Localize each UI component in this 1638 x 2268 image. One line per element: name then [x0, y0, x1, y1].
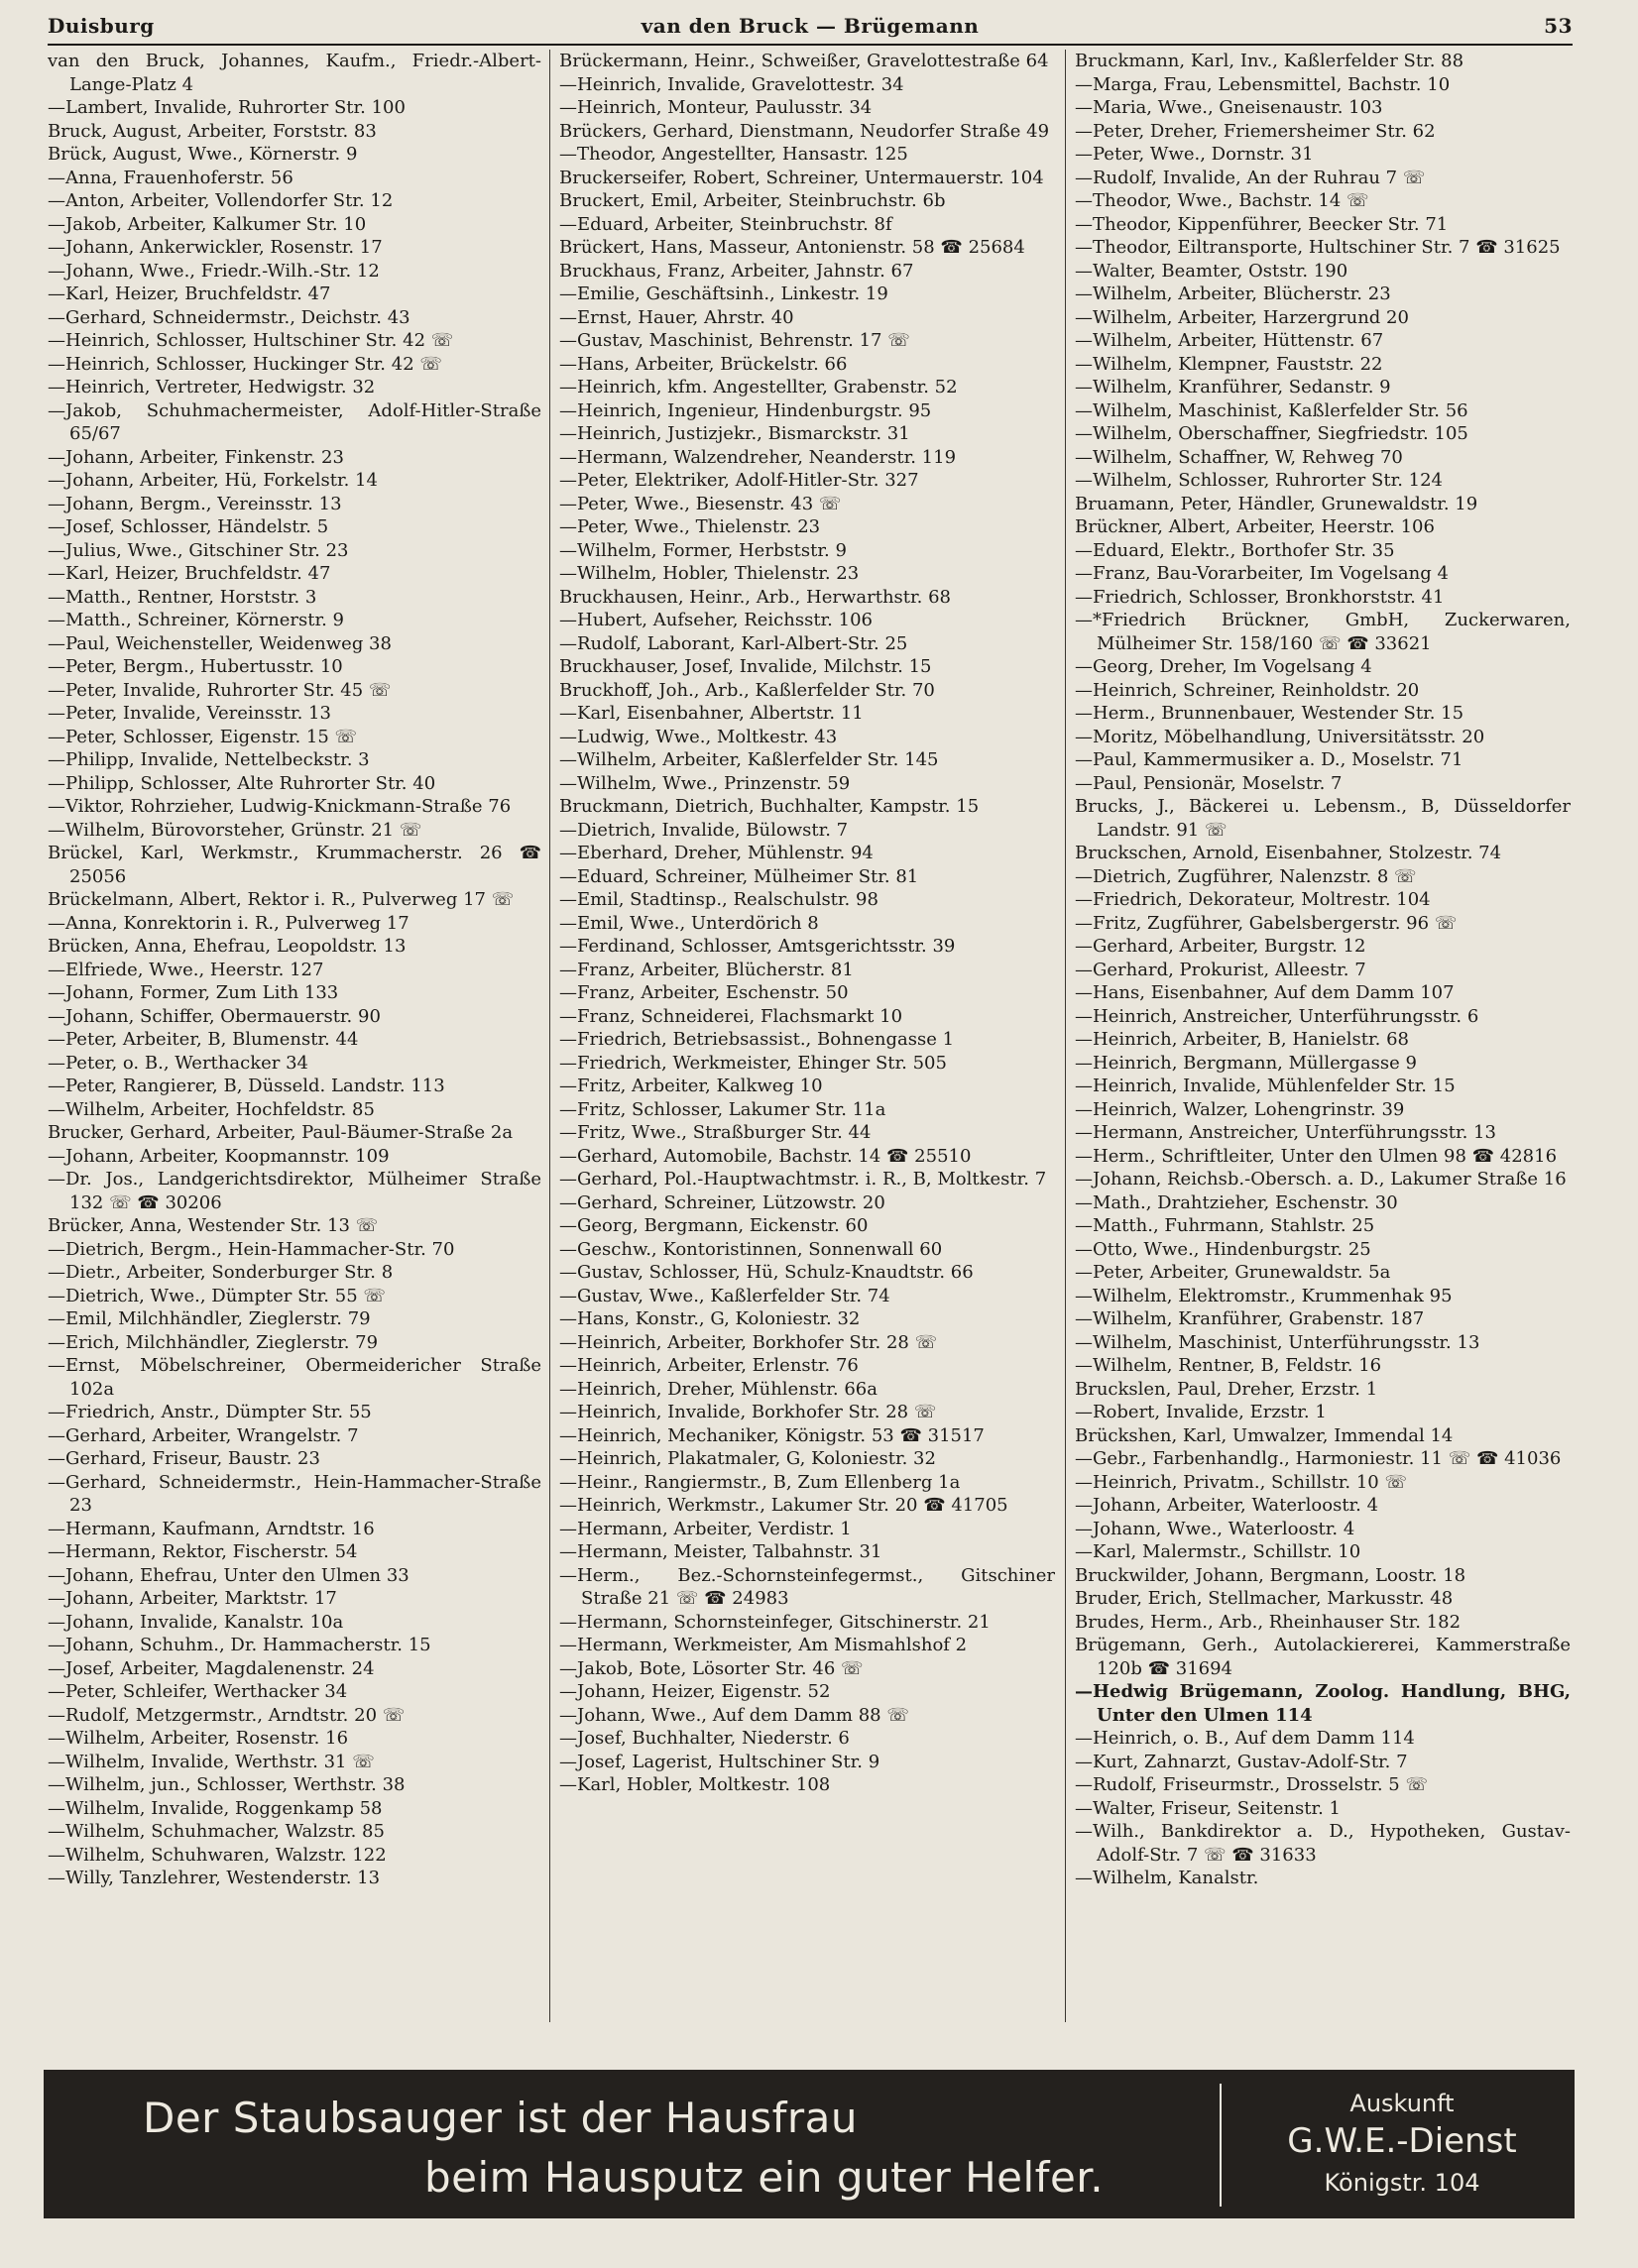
directory-entry: —Theodor, Wwe., Bachstr. 14 ☏	[1075, 190, 1369, 211]
directory-entry: —Johann, Arbeiter, Marktstr. 17	[48, 1588, 337, 1609]
directory-entry: —Jakob, Bote, Lösorter Str. 46 ☏	[559, 1657, 864, 1679]
directory-entry: Brückermann, Heinr., Schweißer, Gravelottestraße 64	[559, 51, 1049, 71]
directory-entry: —Emil, Wwe., Unterdörich 8	[559, 912, 819, 934]
directory-entry: —Wilhelm, Former, Herbststr. 9	[559, 539, 847, 561]
directory-entry: —Peter, Rangierer, B, Düsseld. Landstr. 113	[48, 1076, 445, 1096]
directory-entry: —Franz, Schneiderei, Flachsmarkt 10	[559, 1005, 903, 1027]
directory-entry: Bruckhoff, Joh., Arb., Kaßlerfelder Str. 70	[559, 679, 935, 701]
directory-entry: —Hermann, Kaufmann, Arndtstr. 16	[48, 1518, 375, 1539]
directory-entry: —Friedrich, Anstr., Dümpter Str. 55	[48, 1402, 372, 1422]
directory-entry: —Maria, Wwe., Gneisenaustr. 103	[1075, 97, 1383, 118]
directory-entry: —Kurt, Zahnarzt, Gustav-Adolf-Str. 7	[1075, 1751, 1408, 1772]
directory-entry: —Johann, Invalide, Kanalstr. 10a	[48, 1611, 344, 1633]
directory-entry: —Fritz, Schlosser, Lakumer Str. 11a	[559, 1098, 886, 1120]
ad-slogan-line-1: Der Staubsauger ist der Hausfrau	[143, 2094, 859, 2142]
directory-entry: —Gerhard, Schreiner, Lützowstr. 20	[559, 1191, 885, 1213]
directory-entry: —Johann, Schuhm., Dr. Hammacherstr. 15	[48, 1635, 431, 1655]
directory-entry: —Wilhelm, Schaffner, W, Rehweg 70	[1075, 446, 1403, 468]
directory-entry: —Heinr., Rangiermstr., B, Zum Ellenberg 1a	[559, 1471, 961, 1493]
directory-entry: —Heinrich, o. B., Auf dem Damm 114	[1075, 1728, 1415, 1749]
directory-entry: —Heinrich, Arbeiter, B, Hanielstr. 68	[1075, 1029, 1409, 1050]
directory-entry: —Karl, Hobler, Moltkestr. 108	[559, 1774, 831, 1795]
directory-entry: —Karl, Eisenbahner, Albertstr. 11	[559, 703, 864, 724]
ad-slogan-line-2: beim Hausputz ein guter Helfer.	[424, 2153, 1105, 2202]
directory-entry: —Anna, Konrektorin i. R., Pulverweg 17	[48, 912, 410, 934]
directory-entry: —Hermann, Meister, Talbahnstr. 31	[559, 1541, 882, 1562]
directory-entry: Brudes, Herm., Arb., Rheinhauser Str. 182	[1075, 1611, 1462, 1633]
directory-entry: —Heinrich, Vertreter, Hedwigstr. 32	[48, 377, 376, 397]
directory-entry: Bruckhaus, Franz, Arbeiter, Jahnstr. 67	[559, 260, 914, 282]
directory-entry: —Marga, Frau, Lebensmittel, Bachstr. 10	[1075, 73, 1451, 95]
header-name-range: van den Bruck — Brügemann	[641, 14, 980, 38]
directory-entry: —Wilh., Bankdirektor a. D., Hypotheken, Gustav-Adolf-Str. 7 ☏ ☎ 31633	[1075, 1821, 1571, 1866]
page-number: 53	[1544, 14, 1573, 38]
directory-entry: —Peter, Arbeiter, B, Blumenstr. 44	[48, 1029, 359, 1050]
directory-entry: —Heinrich, Invalide, Mühlenfelder Str. 15	[1075, 1076, 1456, 1096]
directory-columns	[48, 50, 1573, 2032]
directory-entry: —Peter, o. B., Werthacker 34	[48, 1052, 308, 1074]
directory-entry: —Wilhelm, Arbeiter, Rosenstr. 16	[48, 1728, 349, 1749]
directory-entry: —Hermann, Rektor, Fischerstr. 54	[48, 1541, 358, 1562]
directory-entry: —Wilhelm, Arbeiter, Harzergrund 20	[1075, 306, 1409, 328]
directory-entry: —Wilhelm, Arbeiter, Blücherstr. 23	[1075, 284, 1391, 304]
directory-entry: —Walter, Beamter, Oststr. 190	[1075, 260, 1348, 282]
directory-entry: —Josef, Lagerist, Hultschiner Str. 9	[559, 1751, 880, 1772]
directory-entry: —Eduard, Elektr., Borthofer Str. 35	[1075, 539, 1395, 561]
directory-entry: —Johann, Arbeiter, Koopmannstr. 109	[48, 1145, 390, 1167]
directory-entry: —Walter, Friseur, Seitenstr. 1	[1075, 1797, 1341, 1819]
directory-entry: —Math., Drahtzieher, Eschenstr. 30	[1075, 1191, 1398, 1213]
directory-entry: —Rudolf, Metzgermstr., Arndtstr. 20 ☏	[48, 1704, 406, 1726]
directory-entry: —Johann, Ankerwickler, Rosenstr. 17	[48, 237, 383, 258]
directory-entry: —Friedrich, Dekorateur, Moltrestr. 104	[1075, 889, 1431, 910]
directory-entry: —Heinrich, Invalide, Gravelottestr. 34	[559, 73, 904, 95]
directory-entry: —Wilhelm, Arbeiter, Kaßlerfelder Str. 145	[559, 749, 939, 770]
directory-entry: —Heinrich, Dreher, Mühlenstr. 66a	[559, 1378, 878, 1400]
directory-entry: —Herm., Bez.-Schornsteinfegermst., Gitschiner Straße 21 ☏ ☎ 24983	[559, 1564, 1055, 1609]
directory-entry: Brückel, Karl, Werkmstr., Krummacherstr. 26 ☎ 25056	[48, 843, 541, 887]
directory-entry: —Eberhard, Dreher, Mühlenstr. 94	[559, 843, 874, 863]
directory-entry: —Gerhard, Friseur, Baustr. 23	[48, 1448, 320, 1469]
directory-entry: —Hubert, Aufseher, Reichsstr. 106	[559, 610, 873, 630]
directory-entry: —Theodor, Eiltransporte, Hultschiner Str. 7 ☎ 31625	[1075, 237, 1561, 258]
directory-entry: Bruckert, Emil, Arbeiter, Steinbruchstr. 6b	[559, 190, 946, 211]
directory-entry: —Jakob, Arbeiter, Kalkumer Str. 10	[48, 213, 367, 235]
directory-entry: —Gustav, Maschinist, Behrenstr. 17 ☏	[559, 330, 910, 351]
directory-entry: —Rudolf, Laborant, Karl-Albert-Str. 25	[559, 632, 908, 654]
directory-entry: —Dr. Jos., Landgerichtsdirektor, Mülheimer Straße 132 ☏ ☎ 30206	[48, 1169, 541, 1213]
directory-entry: —Wilhelm, Kanalstr.	[1075, 1868, 1259, 1888]
directory-entry: —Dietrich, Invalide, Bülowstr. 7	[559, 819, 849, 841]
directory-entry: —Heinrich, Plakatmaler, G, Koloniestr. 32	[559, 1448, 936, 1469]
directory-entry: —*Friedrich Brückner, GmbH, Zuckerwaren, Mülheimer Str. 158/160 ☏ ☎ 33621	[1075, 610, 1571, 654]
directory-entry: —Julius, Wwe., Gitschiner Str. 23	[48, 539, 349, 561]
directory-entry: —Heinrich, Werkmstr., Lakumer Str. 20 ☎ 41705	[559, 1495, 1008, 1516]
directory-entry: —Ernst, Hauer, Ahrstr. 40	[559, 306, 794, 328]
directory-entry: —Johann, Ehefrau, Unter den Ulmen 33	[48, 1564, 410, 1586]
directory-entry: —Friedrich, Schlosser, Bronkhorststr. 41	[1075, 586, 1445, 608]
directory-entry: —Peter, Invalide, Vereinsstr. 13	[48, 703, 331, 724]
directory-entry: —Herm., Brunnenbauer, Westender Str. 15	[1075, 703, 1464, 724]
directory-entry: —Rudolf, Invalide, An der Ruhrau 7 ☏	[1075, 167, 1426, 188]
directory-entry: —Robert, Invalide, Erzstr. 1	[1075, 1402, 1327, 1422]
directory-entry: Bruckmann, Karl, Inv., Kaßlerfelder Str. 88	[1075, 51, 1464, 71]
directory-entry: —Theodor, Kippenführer, Beecker Str. 71	[1075, 213, 1449, 235]
directory-entry: —Peter, Dreher, Friemersheimer Str. 62	[1075, 120, 1436, 142]
directory-entry: —Matth., Rentner, Horststr. 3	[48, 586, 317, 608]
directory-entry: —Heinrich, Schreiner, Reinholdstr. 20	[1075, 679, 1420, 701]
header-rule	[48, 44, 1573, 46]
directory-entry: —Elfriede, Wwe., Heerstr. 127	[48, 959, 324, 980]
directory-entry: Brückner, Albert, Arbeiter, Heerstr. 106	[1075, 516, 1435, 537]
directory-entry: Brückers, Gerhard, Dienstmann, Neudorfer Straße 49	[559, 120, 1050, 142]
directory-entry: —Wilhelm, Oberschaffner, Siegfriedstr. 105	[1075, 423, 1468, 444]
directory-entry: —Johann, Arbeiter, Finkenstr. 23	[48, 446, 344, 468]
directory-entry: —Wilhelm, Wwe., Prinzenstr. 59	[559, 772, 851, 794]
directory-entry: —Fritz, Arbeiter, Kalkweg 10	[559, 1076, 823, 1096]
directory-entry: Brücker, Anna, Westender Str. 13 ☏	[48, 1215, 379, 1236]
directory-entry: Brückert, Hans, Masseur, Antonienstr. 58 ☎ 25684	[559, 237, 1025, 258]
directory-entry: Bruck, August, Arbeiter, Forststr. 83	[48, 120, 377, 142]
directory-entry: —Gerhard, Automobile, Bachstr. 14 ☎ 25510	[559, 1145, 972, 1167]
directory-entry: —Matth., Schreiner, Körnerstr. 9	[48, 610, 344, 630]
directory-entry: —Wilhelm, Hobler, Thielenstr. 23	[559, 563, 860, 584]
directory-entry: —Peter, Invalide, Ruhrorter Str. 45 ☏	[48, 679, 392, 701]
directory-entry: Bruckslen, Paul, Dreher, Erzstr. 1	[1075, 1378, 1378, 1400]
directory-entry: —Ferdinand, Schlosser, Amtsgerichtsstr. 39	[559, 936, 956, 957]
directory-entry: —Peter, Wwe., Thielenstr. 23	[559, 516, 821, 537]
directory-entry: —Heinrich, Walzer, Lohengrinstr. 39	[1075, 1098, 1405, 1120]
directory-entry: —Heinrich, Bergmann, Müllergasse 9	[1075, 1052, 1417, 1074]
directory-entry: van den Bruck, Johannes, Kaufm., Friedr.-Albert-Lange-Platz 4	[48, 51, 541, 95]
directory-entry: —Hedwig Brügemann, Zoolog. Handlung, BHG, Unter den Ulmen 114	[1075, 1681, 1571, 1726]
directory-entry: —Emil, Milchhändler, Zieglerstr. 79	[48, 1308, 371, 1329]
directory-entry: —Heinrich, Mechaniker, Königstr. 53 ☎ 31517	[559, 1424, 985, 1446]
directory-entry: —Viktor, Rohrzieher, Ludwig-Knickmann-Straße 76	[48, 796, 512, 817]
directory-entry: —Heinrich, Anstreicher, Unterführungsstr. 6	[1075, 1005, 1479, 1027]
directory-entry: —Peter, Wwe., Biesenstr. 43 ☏	[559, 493, 842, 514]
directory-entry: —Wilhelm, Schuhwaren, Walzstr. 122	[48, 1844, 387, 1866]
directory-entry: —Gerhard, Schneidermstr., Hein-Hammacher-Straße 23	[48, 1471, 541, 1516]
directory-entry: Bruckhausen, Heinr., Arb., Herwarthstr. 68	[559, 586, 952, 608]
directory-entry: —Jakob, Schuhmachermeister, Adolf-Hitler-Straße 65/67	[48, 399, 541, 444]
directory-entry: —Johann, Wwe., Waterloostr. 4	[1075, 1518, 1355, 1539]
directory-entry: —Heinrich, Invalide, Borkhofer Str. 28 ☏	[559, 1402, 937, 1422]
ad-contact-company: G.W.E.-Dienst	[1287, 2121, 1517, 2161]
directory-entry: —Wilhelm, Kranführer, Grabenstr. 187	[1075, 1308, 1425, 1329]
directory-entry: —Rudolf, Friseurmstr., Drosselstr. 5 ☏	[1075, 1774, 1428, 1795]
directory-entry: —Paul, Kammermusiker a. D., Moselstr. 71	[1075, 749, 1463, 770]
directory-entry: —Dietrich, Wwe., Dümpter Str. 55 ☏	[48, 1285, 386, 1306]
directory-entry: —Josef, Schlosser, Händelstr. 5	[48, 516, 329, 537]
directory-entry: —Heinrich, Ingenieur, Hindenburgstr. 95	[559, 399, 932, 421]
directory-entry: —Dietr., Arbeiter, Sonderburger Str. 8	[48, 1262, 394, 1283]
directory-entry: —Johann, Heizer, Eigenstr. 52	[559, 1681, 831, 1702]
directory-entry: —Fritz, Zugführer, Gabelsbergerstr. 96 ☏	[1075, 912, 1458, 934]
directory-entry: —Friedrich, Werkmeister, Ehinger Str. 505	[559, 1052, 947, 1074]
directory-entry: —Eduard, Schreiner, Mülheimer Str. 81	[559, 865, 919, 887]
directory-entry: —Franz, Arbeiter, Blücherstr. 81	[559, 959, 854, 980]
directory-entry: —Peter, Wwe., Dornstr. 31	[1075, 144, 1314, 165]
directory-entry: —Peter, Bergm., Hubertusstr. 10	[48, 656, 343, 677]
directory-entry: —Peter, Elektriker, Adolf-Hitler-Str. 327	[559, 470, 919, 491]
directory-entry: —Dietrich, Bergm., Hein-Hammacher-Str. 70	[48, 1238, 455, 1260]
directory-entry: —Karl, Malermstr., Schillstr. 10	[1075, 1541, 1361, 1562]
directory-entry: —Gustav, Wwe., Kaßlerfelder Str. 74	[559, 1285, 890, 1306]
directory-entry: —Paul, Pensionär, Moselstr. 7	[1075, 772, 1343, 794]
directory-entry: —Hermann, Arbeiter, Verdistr. 1	[559, 1518, 852, 1539]
directory-entry: —Hermann, Anstreicher, Unterführungsstr. 13	[1075, 1122, 1496, 1143]
directory-entry: Brück, August, Wwe., Körnerstr. 9	[48, 144, 358, 165]
directory-entry: —Wilhelm, Klempner, Fauststr. 22	[1075, 353, 1383, 375]
directory-entry: —Johann, Wwe., Friedr.-Wilh.-Str. 12	[48, 260, 380, 282]
directory-entry: —Hans, Arbeiter, Brückelstr. 66	[559, 353, 848, 375]
directory-entry: —Johann, Arbeiter, Hü, Forkelstr. 14	[48, 470, 378, 491]
directory-entry: —Wilhelm, Maschinist, Kaßlerfelder Str. 56	[1075, 399, 1468, 421]
directory-entry: —Emil, Stadtinsp., Realschulstr. 98	[559, 889, 878, 910]
ad-divider	[1220, 2084, 1222, 2207]
directory-entry: —Heinrich, Arbeiter, Erlenstr. 76	[559, 1355, 859, 1376]
directory-entry: —Wilhelm, Rentner, B, Feldstr. 16	[1075, 1355, 1382, 1376]
directory-entry: —Gerhard, Prokurist, Alleestr. 7	[1075, 959, 1366, 980]
directory-entry: —Geschw., Kontoristinnen, Sonnenwall 60	[559, 1238, 943, 1260]
directory-entry: —Heinrich, Justizjekr., Bismarckstr. 31	[559, 423, 910, 444]
header-city: Duisburg	[48, 14, 155, 38]
directory-entry: —Johann, Bergm., Vereinsstr. 13	[48, 493, 342, 514]
directory-entry: —Dietrich, Zugführer, Nalenzstr. 8 ☏	[1075, 865, 1417, 887]
directory-entry: —Johann, Former, Zum Lith 133	[48, 982, 339, 1003]
directory-entry: —Gerhard, Pol.-Hauptwachtmstr. i. R., B, Moltkestr. 7	[559, 1169, 1047, 1190]
directory-entry: —Heinrich, Privatm., Schillstr. 10 ☏	[1075, 1471, 1407, 1493]
directory-entry: —Georg, Bergmann, Eickenstr. 60	[559, 1215, 869, 1236]
directory-entry: —Wilhelm, Elektromstr., Krummenhak 95	[1075, 1285, 1453, 1306]
directory-entry: —Willy, Tanzlehrer, Westenderstr. 13	[48, 1868, 381, 1888]
directory-entry: —Ludwig, Wwe., Moltkestr. 43	[559, 726, 838, 747]
directory-entry: Bruder, Erich, Stellmacher, Markusstr. 48	[1075, 1588, 1454, 1609]
directory-entry: Bruckerseifer, Robert, Schreiner, Untermauerstr. 104	[559, 167, 1044, 188]
directory-entry: —Wilhelm, Kranführer, Sedanstr. 9	[1075, 377, 1391, 397]
column-divider	[549, 50, 550, 2022]
directory-entry: —Wilhelm, Arbeiter, Hochfeldstr. 85	[48, 1098, 375, 1120]
directory-entry: —Ernst, Möbelschreiner, Obermeidericher Straße 102a	[48, 1355, 541, 1400]
directory-entry: Bruckwilder, Johann, Bergmann, Loostr. 18	[1075, 1564, 1466, 1586]
directory-entry: —Wilhelm, Arbeiter, Hüttenstr. 67	[1075, 330, 1384, 351]
directory-column-1	[48, 50, 541, 2032]
directory-entry: —Moritz, Möbelhandlung, Universitätsstr. 20	[1075, 726, 1485, 747]
directory-column-3	[1075, 50, 1571, 2032]
directory-entry: —Fritz, Wwe., Straßburger Str. 44	[559, 1122, 872, 1143]
ad-slogan	[44, 2070, 1210, 2218]
directory-entry: —Heinrich, Schlosser, Huckinger Str. 42 ☏	[48, 353, 442, 375]
directory-entry: Bruamann, Peter, Händler, Grunewaldstr. 19	[1075, 493, 1478, 514]
ad-contact	[1229, 2070, 1575, 2218]
directory-entry: —Josef, Buchhalter, Niederstr. 6	[559, 1728, 850, 1749]
directory-entry: —Anna, Frauenhoferstr. 56	[48, 167, 293, 188]
column-divider	[1065, 50, 1066, 2022]
directory-entry: Bruckmann, Dietrich, Buchhalter, Kampstr. 15	[559, 796, 980, 817]
directory-entry: —Karl, Heizer, Bruchfeldstr. 47	[48, 563, 331, 584]
directory-entry: —Theodor, Angestellter, Hansastr. 125	[559, 144, 908, 165]
directory-entry: —Johann, Wwe., Auf dem Damm 88 ☏	[559, 1704, 909, 1726]
directory-entry: —Hermann, Werkmeister, Am Mismahlshof 2	[559, 1635, 968, 1655]
directory-entry: —Gerhard, Arbeiter, Burgstr. 12	[1075, 936, 1366, 957]
advertisement-banner	[44, 2070, 1575, 2218]
directory-entry: Brücken, Anna, Ehefrau, Leopoldstr. 13	[48, 936, 407, 957]
directory-entry: —Heinrich, Schlosser, Hultschiner Str. 42 ☏	[48, 330, 454, 351]
directory-entry: —Anton, Arbeiter, Vollendorfer Str. 12	[48, 190, 394, 211]
directory-entry: —Karl, Heizer, Bruchfeldstr. 47	[48, 284, 331, 304]
directory-entry: —Hans, Konstr., G, Koloniestr. 32	[559, 1308, 861, 1329]
directory-entry: —Eduard, Arbeiter, Steinbruchstr. 8f	[559, 213, 892, 235]
directory-entry: —Herm., Schriftleiter, Unter den Ulmen 98 ☎ 42816	[1075, 1145, 1558, 1167]
directory-entry: —Lambert, Invalide, Ruhrorter Str. 100	[48, 97, 406, 118]
directory-entry: —Peter, Schleifer, Werthacker 34	[48, 1681, 348, 1702]
directory-entry: —Heinrich, kfm. Angestellter, Grabenstr. 52	[559, 377, 958, 397]
directory-entry: —Philipp, Invalide, Nettelbeckstr. 3	[48, 749, 370, 770]
directory-entry: —Hans, Eisenbahner, Auf dem Damm 107	[1075, 982, 1455, 1003]
directory-entry: —Wilhelm, Schlosser, Ruhrorter Str. 124	[1075, 470, 1443, 491]
directory-entry: —Wilhelm, jun., Schlosser, Werthstr. 38	[48, 1774, 406, 1795]
directory-entry: —Wilhelm, Invalide, Roggenkamp 58	[48, 1797, 383, 1819]
directory-entry: —Hermann, Schornsteinfeger, Gitschinerstr. 21	[559, 1611, 991, 1633]
directory-entry: Bruckhauser, Josef, Invalide, Milchstr. 15	[559, 656, 932, 677]
directory-column-2	[559, 50, 1055, 2032]
directory-entry: —Johann, Reichsb.-Obersch. a. D., Lakumer Straße 16	[1075, 1169, 1567, 1190]
directory-entry: —Emilie, Geschäftsinh., Linkestr. 19	[559, 284, 888, 304]
directory-entry: —Erich, Milchhändler, Zieglerstr. 79	[48, 1331, 379, 1353]
directory-entry: —Heinrich, Arbeiter, Borkhofer Str. 28 ☏	[559, 1331, 938, 1353]
directory-entry: —Franz, Arbeiter, Eschenstr. 50	[559, 982, 849, 1003]
directory-entry: —Hermann, Walzendreher, Neanderstr. 119	[559, 446, 957, 468]
directory-entry: —Josef, Arbeiter, Magdalenenstr. 24	[48, 1657, 375, 1679]
directory-entry: Brückshen, Karl, Umwalzer, Immendal 14	[1075, 1424, 1454, 1446]
directory-entry: Bruckschen, Arnold, Eisenbahner, Stolzestr. 74	[1075, 843, 1502, 863]
directory-entry: —Gustav, Schlosser, Hü, Schulz-Knaudtstr. 66	[559, 1262, 974, 1283]
directory-entry: —Philipp, Schlosser, Alte Ruhrorter Str. 40	[48, 772, 436, 794]
directory-entry: —Paul, Weichensteller, Weidenweg 38	[48, 632, 392, 654]
directory-entry: —Otto, Wwe., Hindenburgstr. 25	[1075, 1238, 1371, 1260]
directory-entry: —Heinrich, Monteur, Paulusstr. 34	[559, 97, 873, 118]
directory-entry: Brügemann, Gerh., Autolackiererei, Kammerstraße 120b ☎ 31694	[1075, 1635, 1571, 1679]
directory-entry: —Peter, Arbeiter, Grunewaldstr. 5a	[1075, 1262, 1391, 1283]
ad-contact-address: Königstr. 104	[1324, 2169, 1480, 2197]
directory-entry: —Wilhelm, Maschinist, Unterführungsstr. 13	[1075, 1331, 1480, 1353]
directory-entry: Brückelmann, Albert, Rektor i. R., Pulverweg 17 ☏	[48, 889, 515, 910]
directory-entry: —Peter, Schlosser, Eigenstr. 15 ☏	[48, 726, 358, 747]
directory-entry: —Gerhard, Schneidermstr., Deichstr. 43	[48, 306, 410, 328]
directory-entry: —Gerhard, Arbeiter, Wrangelstr. 7	[48, 1424, 359, 1446]
directory-entry: —Wilhelm, Bürovorsteher, Grünstr. 21 ☏	[48, 819, 422, 841]
ad-contact-label: Auskunft	[1349, 2090, 1455, 2117]
directory-entry: —Franz, Bau-Vorarbeiter, Im Vogelsang 4	[1075, 563, 1449, 584]
directory-entry: —Johann, Arbeiter, Waterloostr. 4	[1075, 1495, 1379, 1516]
directory-entry: —Matth., Fuhrmann, Stahlstr. 25	[1075, 1215, 1375, 1236]
directory-entry: —Wilhelm, Schuhmacher, Walzstr. 85	[48, 1821, 385, 1842]
directory-entry: —Johann, Schiffer, Obermauerstr. 90	[48, 1005, 381, 1027]
directory-entry: —Georg, Dreher, Im Vogelsang 4	[1075, 656, 1372, 677]
directory-entry: Brucks, J., Bäckerei u. Lebensm., B, Düsseldorfer Landstr. 91 ☏	[1075, 796, 1571, 841]
directory-entry: —Wilhelm, Invalide, Werthstr. 31 ☏	[48, 1751, 375, 1772]
directory-entry: Brucker, Gerhard, Arbeiter, Paul-Bäumer-Straße 2a	[48, 1122, 514, 1143]
directory-entry: —Gebr., Farbenhandlg., Harmoniestr. 11 ☏ ☎ 41036	[1075, 1448, 1562, 1469]
directory-entry: —Friedrich, Betriebsassist., Bohnengasse 1	[559, 1029, 955, 1050]
